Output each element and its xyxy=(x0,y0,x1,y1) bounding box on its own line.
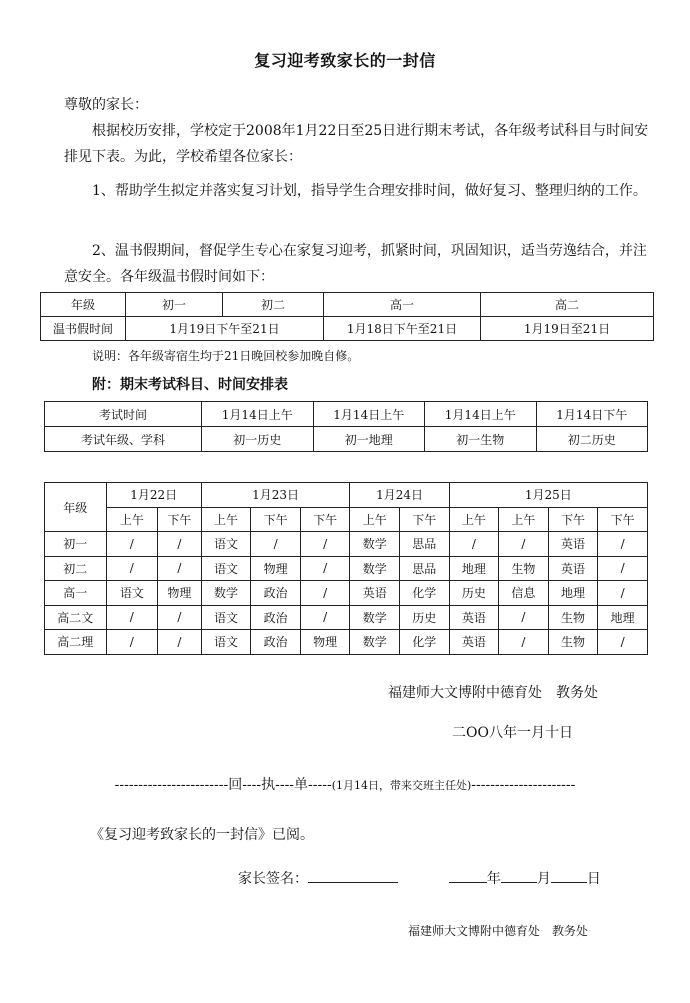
subject-cell: / xyxy=(598,556,648,581)
subject-cell: 英语 xyxy=(548,532,598,557)
subject-cell: 物理 xyxy=(158,581,202,606)
subject-cell: 政治 xyxy=(251,581,301,606)
session-header: 下午 xyxy=(400,507,450,532)
year-label: 年 xyxy=(486,871,501,887)
grade-cell: 高二理 xyxy=(45,630,107,655)
subject-cell: / xyxy=(300,605,350,630)
subject-cell: 数学 xyxy=(201,581,251,606)
month-label: 月 xyxy=(536,871,551,887)
table-cell: 初一地理 xyxy=(313,427,425,452)
table-row xyxy=(45,605,648,630)
subject-cell: 物理 xyxy=(251,556,301,581)
table-header-cell: 初一 xyxy=(126,293,223,317)
acknowledgement-text: 《复习迎考致家长的一封信》已阅。 xyxy=(90,827,314,843)
table-row xyxy=(45,532,648,557)
table-header-cell: 初二 xyxy=(223,293,324,317)
receipt-dashes: ---- xyxy=(242,777,262,793)
subject-cell: 思品 xyxy=(400,556,450,581)
session-header: 下午 xyxy=(548,507,598,532)
subject-cell: / xyxy=(106,630,158,655)
subject-cell: 语文 xyxy=(201,532,251,557)
letter-date: 二OO八年一月十日 xyxy=(452,725,573,741)
subject-cell: 语文 xyxy=(201,630,251,655)
subject-cell: 生物 xyxy=(548,605,598,630)
subject-cell: 语文 xyxy=(201,556,251,581)
table-header-cell: 高二 xyxy=(481,293,654,317)
subject-cell: / xyxy=(598,581,648,606)
footer-signature: 福建师大文博附中德育处 教务处 xyxy=(408,924,589,938)
subject-cell: 物理 xyxy=(300,630,350,655)
receipt-dashes: ----- xyxy=(308,777,332,793)
subject-cell: 政治 xyxy=(251,630,301,655)
table-row xyxy=(45,427,648,452)
receipt-dashes: ---- xyxy=(275,777,295,793)
receipt-dashes: ------------------------ xyxy=(114,777,229,793)
table-cell: 初二历史 xyxy=(536,427,648,452)
session-header: 上午 xyxy=(449,507,499,532)
table-cell: 1月14日上午 xyxy=(425,402,537,427)
year-field[interactable] xyxy=(449,868,487,883)
subject-cell: 数学 xyxy=(350,532,400,557)
subject-cell: 化学 xyxy=(400,630,450,655)
paragraph-point-1: 1、帮助学生拟定并落实复习计划，指导学生合理安排时间，做好复习、整理归纳的工作。 xyxy=(92,183,647,199)
date-header: 1月24日 xyxy=(350,483,449,508)
table-cell: 1月14日下午 xyxy=(536,402,648,427)
table-row xyxy=(41,317,654,341)
subject-cell: / xyxy=(158,605,202,630)
subject-cell: 数学 xyxy=(350,630,400,655)
table-row xyxy=(41,293,654,317)
subject-cell: / xyxy=(499,532,549,557)
table-header-cell: 年级 xyxy=(41,293,126,317)
subject-cell: / xyxy=(106,532,158,557)
subject-cell: 英语 xyxy=(449,605,499,630)
subject-cell: / xyxy=(499,630,549,655)
subject-cell: / xyxy=(300,581,350,606)
subject-cell: / xyxy=(598,532,648,557)
grade-cell: 高一 xyxy=(45,581,107,606)
subject-cell: 语文 xyxy=(106,581,158,606)
table-cell: 1月14日上午 xyxy=(313,402,425,427)
greeting: 尊敬的家长： xyxy=(64,97,148,113)
subject-cell: 数学 xyxy=(350,605,400,630)
table-cell: 初一历史 xyxy=(202,427,314,452)
subject-cell: 历史 xyxy=(400,605,450,630)
subject-cell: / xyxy=(251,532,301,557)
session-header: 上午 xyxy=(201,507,251,532)
subject-cell: / xyxy=(158,630,202,655)
appendix-title: 附：期末考试科目、时间安排表 xyxy=(92,377,288,393)
holiday-note: 说明：各年级寄宿生均于21日晚回校参加晚自修。 xyxy=(92,349,360,363)
session-header: 上午 xyxy=(106,507,158,532)
receipt-word: 执 xyxy=(261,777,276,793)
parent-signature-line xyxy=(238,868,601,888)
day-label: 日 xyxy=(586,871,601,887)
subject-cell: 生物 xyxy=(548,630,598,655)
receipt-divider xyxy=(0,774,690,794)
exam-schedule-table xyxy=(44,482,648,655)
table-cell: 1月19日至21日 xyxy=(481,317,654,341)
subject-cell: 语文 xyxy=(201,605,251,630)
page-title: 复习迎考致家长的一封信 xyxy=(254,51,436,70)
subject-cell: / xyxy=(499,605,549,630)
grade-cell: 高二文 xyxy=(45,605,107,630)
subject-cell: / xyxy=(300,532,350,557)
subject-cell: 英语 xyxy=(449,630,499,655)
table-cell: 初一生物 xyxy=(425,427,537,452)
parent-sign-label: 家长签名： xyxy=(238,871,308,887)
paragraph-point-2: 2、温书假期间，督促学生专心在家复习迎考，抓紧时间，巩固知识，适当劳逸结合，并注意安全。各年级温书假时间如下： xyxy=(64,243,647,285)
table-header-cell: 高一 xyxy=(324,293,481,317)
table-row xyxy=(45,581,648,606)
subject-cell: 信息 xyxy=(499,581,549,606)
subject-cell: 化学 xyxy=(400,581,450,606)
paragraph-intro: 根据校历安排，学校定于2008年1月22日至25日进行期末考试，各年级考试科目与时间安排见下表。为此，学校希望各位家长： xyxy=(64,123,649,165)
table-cell: 考试年级、学科 xyxy=(45,427,202,452)
session-header: 下午 xyxy=(158,507,202,532)
session-header: 下午 xyxy=(598,507,648,532)
date-header: 1月23日 xyxy=(201,483,350,508)
subject-cell: / xyxy=(158,556,202,581)
table-cell: 1月14日上午 xyxy=(202,402,314,427)
receipt-dashes: ---------------------- xyxy=(471,777,576,793)
subject-cell: 数学 xyxy=(350,556,400,581)
subject-cell: 思品 xyxy=(400,532,450,557)
subject-cell: 地理 xyxy=(598,605,648,630)
subject-cell: / xyxy=(158,532,202,557)
table-cell: 1月19日下午至21日 xyxy=(126,317,324,341)
holiday-table xyxy=(40,292,654,341)
day-field[interactable] xyxy=(551,868,587,883)
table-cell: 温书假时间 xyxy=(41,317,126,341)
subject-cell: / xyxy=(106,556,158,581)
session-header: 上午 xyxy=(350,507,400,532)
receipt-note: (1月14日，带来交班主任处) xyxy=(331,779,472,792)
pre-exam-table xyxy=(44,401,648,452)
parent-sign-field[interactable] xyxy=(308,868,398,883)
receipt-word: 单 xyxy=(294,777,309,793)
subject-cell: 英语 xyxy=(350,581,400,606)
subject-cell: 英语 xyxy=(548,556,598,581)
subject-cell: 地理 xyxy=(449,556,499,581)
table-cell: 1月18日下午至21日 xyxy=(324,317,481,341)
table-row xyxy=(45,556,648,581)
subject-cell: 生物 xyxy=(499,556,549,581)
grade-cell: 初二 xyxy=(45,556,107,581)
subject-cell: / xyxy=(598,630,648,655)
table-row xyxy=(45,483,648,508)
table-row xyxy=(45,507,648,532)
signature: 福建师大文博附中德育处 教务处 xyxy=(388,685,598,701)
month-field[interactable] xyxy=(501,868,537,883)
grade-cell: 初一 xyxy=(45,532,107,557)
session-header: 下午 xyxy=(251,507,301,532)
table-row xyxy=(45,630,648,655)
subject-cell: 地理 xyxy=(548,581,598,606)
subject-cell: / xyxy=(300,556,350,581)
session-header: 上午 xyxy=(499,507,549,532)
grade-header: 年级 xyxy=(45,483,107,532)
receipt-word: 回 xyxy=(228,777,243,793)
subject-cell: / xyxy=(106,605,158,630)
date-header: 1月25日 xyxy=(449,483,647,508)
subject-cell: / xyxy=(449,532,499,557)
subject-cell: 政治 xyxy=(251,605,301,630)
subject-cell: 历史 xyxy=(449,581,499,606)
date-header: 1月22日 xyxy=(106,483,201,508)
session-header: 下午 xyxy=(300,507,350,532)
table-cell: 考试时间 xyxy=(45,402,202,427)
table-row xyxy=(45,402,648,427)
